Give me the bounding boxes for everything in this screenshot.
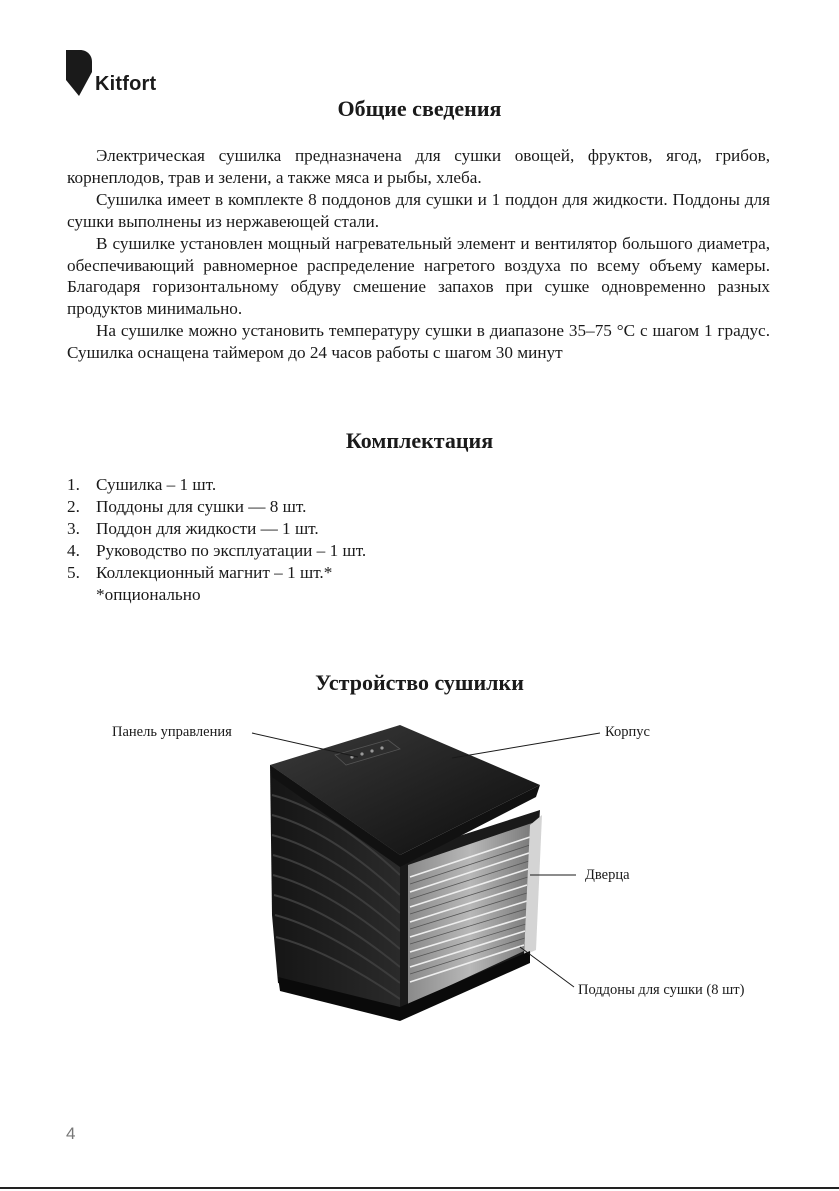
- kit-note: *опционально: [96, 585, 201, 604]
- list-item: 2. Поддоны для сушки — 8 шт.: [67, 497, 307, 516]
- brand-name: Kitfort: [95, 73, 157, 95]
- callout-body: Корпус: [605, 724, 650, 740]
- device-diagram: [100, 715, 780, 1045]
- kitfort-logo-icon: [66, 50, 92, 96]
- page-number: 4: [66, 1124, 76, 1143]
- kit-title: Комплектация: [345, 428, 494, 453]
- list-item: 3. Поддон для жидкости — 1 шт.: [67, 519, 319, 538]
- kit-list: [67, 474, 366, 606]
- callout-door: Дверца: [585, 867, 630, 883]
- general-paragraph: Сушилка имеет в комплекте 8 поддонов для сушки и 1 поддон для жидкости. Поддоны для сушки выполнены из нержавеющей стали.: [67, 189, 770, 231]
- callout-control-panel: Панель управления: [112, 724, 232, 740]
- general-paragraph: Электрическая сушилка предназначена для сушки овощей, фруктов, ягод, грибов, корнеплодов, трав и зелени, а также мяса и рыбы, хлеба.: [67, 146, 770, 187]
- list-item: 4. Руководство по эксплуатации – 1 шт.: [67, 541, 367, 560]
- bottom-rule: [0, 1187, 839, 1189]
- general-title: Общие сведения: [337, 96, 502, 121]
- general-paragraph: В сушилке установлен мощный нагревательный элемент и вентилятор большого диаметра, обеспечивающий равномерное распределение нагретого воздуха по всему объему камеры. Благодаря горизонтальному обдуву смешение запахов при сушке одновременно разных продуктов минимально.: [67, 233, 770, 319]
- brand-logo: [66, 50, 156, 96]
- device-title: Устройство сушилки: [315, 670, 524, 695]
- list-item: 5. Коллекционный магнит – 1 шт.*: [67, 563, 333, 582]
- list-item: 1. Сушилка – 1 шт.: [67, 475, 217, 494]
- general-text: [67, 145, 770, 364]
- general-paragraph: На сушилке можно установить температуру сушки в диапазоне 35–75 °С с шагом 1 градус. Сушилка оснащена таймером до 24 часов работы с шагом 30 минут: [67, 321, 770, 363]
- callout-trays: Поддоны для сушки (8 шт): [578, 982, 745, 998]
